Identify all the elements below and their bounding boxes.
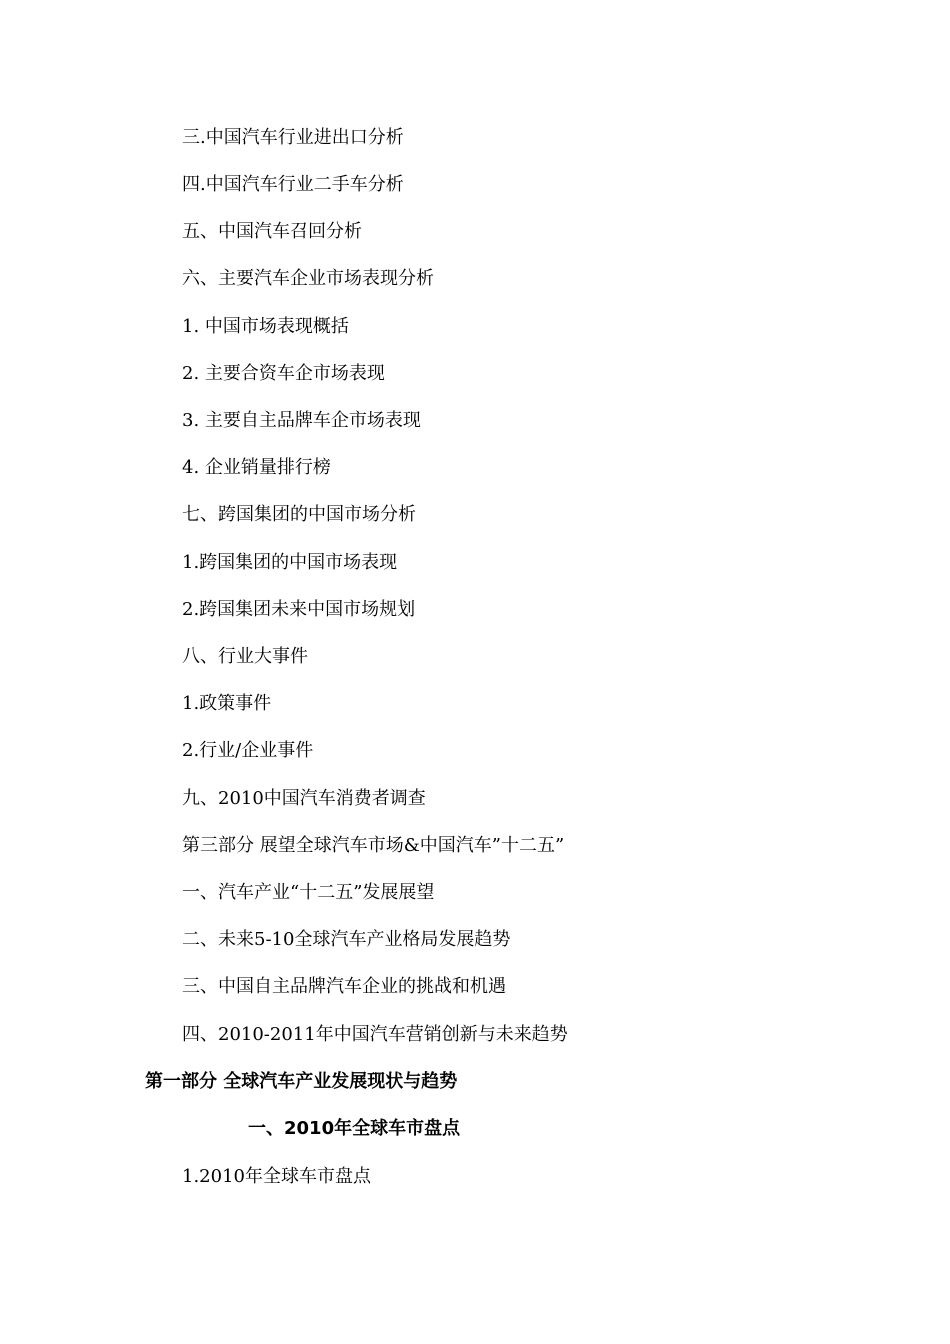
toc-line-7: 3. 主要自主品牌车企市场表现 <box>182 410 421 431</box>
toc-line-10: 1.跨国集团的中国市场表现 <box>182 552 398 573</box>
toc-line-5: 1. 中国市场表现概括 <box>182 316 349 337</box>
toc-line-19: 三、中国自主品牌汽车企业的挑战和机遇 <box>182 976 506 997</box>
toc-line-2: 四.中国汽车行业二手车分析 <box>182 174 404 195</box>
subsection-heading: 一、2010年全球车市盘点 <box>248 1118 461 1139</box>
toc-line-13: 1.政策事件 <box>182 693 272 714</box>
toc-line-18: 二、未来5-10全球汽车产业格局发展趋势 <box>182 929 511 950</box>
toc-line-4: 六、主要汽车企业市场表现分析 <box>182 268 434 289</box>
section-heading: 第一部分 全球汽车产业发展现状与趋势 <box>145 1071 458 1092</box>
toc-line-20: 四、2010-2011年中国汽车营销创新与未来趋势 <box>182 1024 568 1045</box>
toc-line-3: 五、中国汽车召回分析 <box>182 221 362 242</box>
toc-line-14: 2.行业/企业事件 <box>182 740 314 761</box>
toc-line-1: 三.中国汽车行业进出口分析 <box>182 127 404 148</box>
toc-line-9: 七、跨国集团的中国市场分析 <box>182 504 416 525</box>
toc-line-8: 4. 企业销量排行榜 <box>182 457 331 478</box>
toc-line-17: 一、汽车产业“十二五”发展展望 <box>182 882 435 903</box>
toc-line-11: 2.跨国集团未来中国市场规划 <box>182 599 416 620</box>
body-line: 1.2010年全球车市盘点 <box>182 1166 371 1187</box>
toc-line-12: 八、行业大事件 <box>182 646 308 667</box>
toc-line-6: 2. 主要合资车企市场表现 <box>182 363 385 384</box>
toc-line-15: 九、2010中国汽车消费者调查 <box>182 788 426 809</box>
toc-line-16: 第三部分 展望全球汽车市场&中国汽车”十二五” <box>182 835 565 856</box>
